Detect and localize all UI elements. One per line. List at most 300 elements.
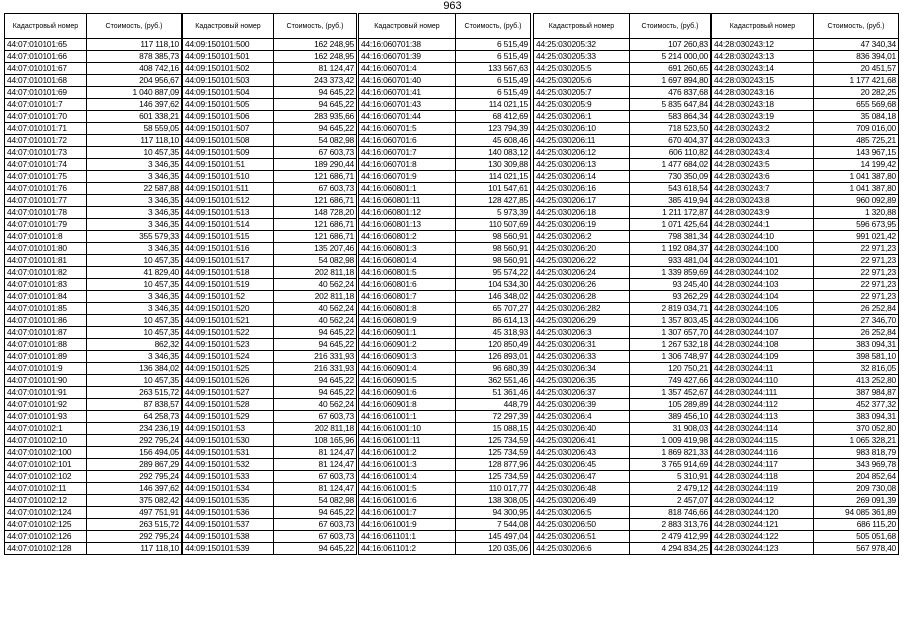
cost-cell: 601 338,21	[87, 111, 182, 123]
cost-cell: 1 357 452,67	[630, 387, 711, 399]
cadastral-number-cell: 44:25:030206:3	[534, 327, 630, 339]
cadastral-number-cell: 44:07:010101:78	[5, 207, 87, 219]
table-row	[712, 351, 899, 363]
table-row	[359, 531, 531, 543]
cost-cell: 81 124,47	[274, 459, 357, 471]
cost-cell: 120 850,49	[456, 339, 531, 351]
cost-cell: 125 734,59	[456, 435, 531, 447]
cost-cell: 3 346,35	[87, 303, 182, 315]
cost-cell: 1 192 084,37	[630, 243, 711, 255]
cadastral-number-cell: 44:09:150101:525	[183, 363, 274, 375]
cost-cell: 140 083,12	[456, 147, 531, 159]
table-row	[359, 471, 531, 483]
table-row	[712, 39, 899, 51]
cadastral-number-cell: 44:16:060701:38	[359, 39, 456, 51]
cost-cell: 2 883 313,76	[630, 519, 711, 531]
table-row	[5, 435, 182, 447]
cadastral-number-cell: 44:09:150101:503	[183, 75, 274, 87]
table-row	[359, 399, 531, 411]
table-row	[534, 183, 711, 195]
cost-cell: 117 118,10	[87, 39, 182, 51]
table-row	[359, 483, 531, 495]
cost-cell: 93 245,40	[630, 279, 711, 291]
cadastral-number-cell: 44:16:060701:39	[359, 51, 456, 63]
table-row	[712, 255, 899, 267]
cost-cell: 2 479 412,99	[630, 531, 711, 543]
cadastral-number-cell: 44:07:010101:7	[5, 99, 87, 111]
cost-cell: 383 094,31	[814, 411, 899, 423]
table-row	[183, 363, 357, 375]
table-row	[712, 519, 899, 531]
table-row	[5, 471, 182, 483]
cadastral-number-cell: 44:16:061001:9	[359, 519, 456, 531]
cost-cell: 121 686,71	[274, 171, 357, 183]
cost-cell: 81 124,47	[274, 447, 357, 459]
cost-cell: 146 397,62	[87, 483, 182, 495]
table-row	[712, 87, 899, 99]
cost-cell: 505 051,68	[814, 531, 899, 543]
cadastral-number-cell: 44:09:150101:516	[183, 243, 274, 255]
cost-cell: 5 310,91	[630, 471, 711, 483]
cadastral-number-cell: 44:07:010101:71	[5, 123, 87, 135]
table-row	[183, 207, 357, 219]
page-number: 963	[443, 0, 462, 12]
cadastral-number-cell: 44:28:030244:110	[712, 375, 814, 387]
header-cadastral-number: Кадастровый номер	[5, 14, 87, 39]
cost-cell: 2 479,12	[630, 483, 711, 495]
cost-cell: 94 645,22	[274, 99, 357, 111]
cadastral-number-cell: 44:16:060801:5	[359, 267, 456, 279]
cadastral-number-cell: 44:28:030244:113	[712, 411, 814, 423]
cost-cell: 58 559,05	[87, 123, 182, 135]
cadastral-number-cell: 44:09:150101:531	[183, 447, 274, 459]
table-row	[359, 315, 531, 327]
cadastral-number-cell: 44:28:030244:120	[712, 507, 814, 519]
cadastral-number-cell: 44:09:150101:517	[183, 255, 274, 267]
cadastral-number-cell: 44:28:030244:101	[712, 255, 814, 267]
table-row	[359, 207, 531, 219]
cost-cell: 389 456,10	[630, 411, 711, 423]
table-row	[5, 339, 182, 351]
cadastral-number-cell: 44:07:010101:66	[5, 51, 87, 63]
cost-cell: 209 730,08	[814, 483, 899, 495]
cost-cell: 87 838,57	[87, 399, 182, 411]
cost-cell: 81 124,47	[274, 63, 357, 75]
cadastral-number-cell: 44:28:030243:8	[712, 195, 814, 207]
cadastral-number-cell: 44:28:030243:2	[712, 123, 814, 135]
cadastral-number-cell: 44:09:150101:524	[183, 351, 274, 363]
cost-cell: 130 309,88	[456, 159, 531, 171]
cadastral-number-cell: 44:25:030206:47	[534, 471, 630, 483]
cost-cell: 691 260,65	[630, 63, 711, 75]
table-row	[183, 171, 357, 183]
table-row	[5, 399, 182, 411]
cost-cell: 94 645,22	[274, 327, 357, 339]
table-row	[534, 231, 711, 243]
cadastral-number-cell: 44:25:030206:35	[534, 375, 630, 387]
table-row	[5, 423, 182, 435]
cadastral-number-cell: 44:09:150101:508	[183, 135, 274, 147]
cadastral-number-cell: 44:16:060901:3	[359, 351, 456, 363]
table-row	[183, 279, 357, 291]
table-row	[712, 219, 899, 231]
table-row	[183, 303, 357, 315]
cadastral-number-cell: 44:16:060901:2	[359, 339, 456, 351]
cost-cell: 836 394,01	[814, 51, 899, 63]
cost-cell: 105 289,89	[630, 399, 711, 411]
table-row	[5, 387, 182, 399]
table-row	[359, 423, 531, 435]
table-row	[5, 483, 182, 495]
cadastral-number-cell: 44:25:030206:22	[534, 255, 630, 267]
cost-cell: 22 971,23	[814, 255, 899, 267]
header-cadastral-number: Кадастровый номер	[359, 14, 456, 39]
cadastral-number-cell: 44:16:061001:3	[359, 459, 456, 471]
table-row	[534, 135, 711, 147]
cost-cell: 234 236,19	[87, 423, 182, 435]
cadastral-number-cell: 44:07:010102:128	[5, 543, 87, 555]
cost-cell: 7 544,08	[456, 519, 531, 531]
cadastral-number-cell: 44:07:010102:10	[5, 435, 87, 447]
cost-cell: 98 560,91	[456, 231, 531, 243]
cadastral-number-cell: 44:16:061001:7	[359, 507, 456, 519]
cost-cell: 1 177 421,68	[814, 75, 899, 87]
cadastral-number-cell: 44:28:030243:12	[712, 39, 814, 51]
table-row	[712, 507, 899, 519]
cadastral-number-cell: 44:09:150101:53	[183, 423, 274, 435]
cost-cell: 1 267 532,18	[630, 339, 711, 351]
table-row	[183, 123, 357, 135]
cost-cell: 162 248,95	[274, 39, 357, 51]
cadastral-number-cell: 44:09:150101:51	[183, 159, 274, 171]
table-row	[5, 363, 182, 375]
cadastral-number-cell: 44:16:061001:10	[359, 423, 456, 435]
cadastral-number-cell: 44:09:150101:533	[183, 471, 274, 483]
cost-cell: 98 560,91	[456, 255, 531, 267]
table-row	[534, 435, 711, 447]
table-row	[534, 51, 711, 63]
cost-cell: 216 331,93	[274, 351, 357, 363]
cost-cell: 686 115,20	[814, 519, 899, 531]
cost-cell: 10 457,35	[87, 279, 182, 291]
cadastral-number-cell: 44:16:061001:5	[359, 483, 456, 495]
cost-cell: 32 816,05	[814, 363, 899, 375]
cost-cell: 1 071 425,64	[630, 219, 711, 231]
table-row	[534, 243, 711, 255]
table-header-row	[183, 14, 357, 39]
table-row	[183, 543, 357, 555]
cost-cell: 22 971,23	[814, 243, 899, 255]
header-cadastral-number: Кадастровый номер	[183, 14, 274, 39]
table-row	[359, 507, 531, 519]
table-row	[534, 111, 711, 123]
cost-cell: 45 318,93	[456, 327, 531, 339]
table-row	[5, 75, 182, 87]
table-row	[534, 159, 711, 171]
cadastral-number-cell: 44:07:010101:82	[5, 267, 87, 279]
cadastral-number-cell: 44:07:010102:12	[5, 495, 87, 507]
cost-cell: 86 614,13	[456, 315, 531, 327]
table-row	[712, 543, 899, 555]
cadastral-number-cell: 44:25:030206:17	[534, 195, 630, 207]
cadastral-number-cell: 44:28:030243:4	[712, 147, 814, 159]
table-row	[5, 243, 182, 255]
table-row	[534, 267, 711, 279]
cost-cell: 96 680,39	[456, 363, 531, 375]
table-header-row	[359, 14, 531, 39]
cadastral-number-cell: 44:09:150101:501	[183, 51, 274, 63]
cost-cell: 204 956,67	[87, 75, 182, 87]
cadastral-number-cell: 44:09:150101:523	[183, 339, 274, 351]
table-row	[534, 375, 711, 387]
table-row	[534, 75, 711, 87]
table-row	[534, 63, 711, 75]
cost-cell: 10 457,35	[87, 327, 182, 339]
cadastral-number-cell: 44:16:060701:4	[359, 63, 456, 75]
table-row	[5, 231, 182, 243]
cadastral-number-cell: 44:09:150101:500	[183, 39, 274, 51]
cadastral-number-cell: 44:28:030243:13	[712, 51, 814, 63]
cost-cell: 1 041 387,80	[814, 171, 899, 183]
cost-cell: 10 457,35	[87, 147, 182, 159]
table-row	[183, 423, 357, 435]
table-row	[5, 543, 182, 555]
table-row	[183, 351, 357, 363]
table-row	[359, 243, 531, 255]
table-row	[359, 231, 531, 243]
cost-cell: 202 811,18	[274, 423, 357, 435]
cadastral-number-cell: 44:25:030205:32	[534, 39, 630, 51]
cadastral-number-cell: 44:07:010101:89	[5, 351, 87, 363]
cadastral-number-cell: 44:16:060701:7	[359, 147, 456, 159]
cost-cell: 68 412,69	[456, 111, 531, 123]
cadastral-number-cell: 44:28:030244:109	[712, 351, 814, 363]
cadastral-number-cell: 44:16:061101:1	[359, 531, 456, 543]
cadastral-number-cell: 44:09:150101:502	[183, 63, 274, 75]
cost-cell: 146 397,62	[87, 99, 182, 111]
table-row	[534, 363, 711, 375]
cost-cell: 718 523,50	[630, 123, 711, 135]
header-cost: Стоимость, (руб.)	[456, 14, 531, 39]
cadastral-number-cell: 44:28:030243:14	[712, 63, 814, 75]
table-row	[359, 111, 531, 123]
cost-cell: 121 686,71	[274, 195, 357, 207]
cost-cell: 114 021,15	[456, 171, 531, 183]
cadastral-number-cell: 44:09:150101:535	[183, 495, 274, 507]
cadastral-number-cell: 44:16:060801:8	[359, 303, 456, 315]
cost-cell: 1 040 887,09	[87, 87, 182, 99]
table-row	[183, 459, 357, 471]
cadastral-number-cell: 44:28:030243:6	[712, 171, 814, 183]
cost-cell: 878 385,73	[87, 51, 182, 63]
cost-cell: 26 252,84	[814, 303, 899, 315]
cadastral-number-cell: 44:07:010101:87	[5, 327, 87, 339]
table-row	[712, 159, 899, 171]
table-row	[5, 519, 182, 531]
cadastral-number-cell: 44:25:030206:16	[534, 183, 630, 195]
table-row	[5, 351, 182, 363]
table-row	[5, 207, 182, 219]
cost-cell: 387 984,87	[814, 387, 899, 399]
cadastral-number-cell: 44:07:010101:76	[5, 183, 87, 195]
table-row	[359, 75, 531, 87]
cost-cell: 22 971,23	[814, 279, 899, 291]
table-row	[712, 495, 899, 507]
cadastral-table-4	[533, 13, 711, 555]
cost-cell: 583 864,34	[630, 111, 711, 123]
table-row	[712, 135, 899, 147]
cost-cell: 1 307 657,70	[630, 327, 711, 339]
cadastral-number-cell: 44:25:030206:11	[534, 135, 630, 147]
cost-cell: 3 346,35	[87, 171, 182, 183]
cost-cell: 818 746,66	[630, 507, 711, 519]
table-row	[712, 207, 899, 219]
cadastral-number-cell: 44:16:060801:1	[359, 183, 456, 195]
cadastral-number-cell: 44:09:150101:507	[183, 123, 274, 135]
cadastral-number-cell: 44:16:060801:13	[359, 219, 456, 231]
cadastral-number-cell: 44:28:030244:119	[712, 483, 814, 495]
cadastral-number-cell: 44:09:150101:506	[183, 111, 274, 123]
cost-cell: 40 562,24	[274, 279, 357, 291]
cost-cell: 54 082,98	[274, 255, 357, 267]
table-row	[712, 291, 899, 303]
table-row	[712, 327, 899, 339]
cost-cell: 3 346,35	[87, 195, 182, 207]
cadastral-number-cell: 44:28:030244:100	[712, 243, 814, 255]
cost-cell: 189 290,44	[274, 159, 357, 171]
cadastral-number-cell: 44:25:030206:29	[534, 315, 630, 327]
cadastral-number-cell: 44:16:060801:6	[359, 279, 456, 291]
cost-cell: 123 794,39	[456, 123, 531, 135]
table-row	[712, 447, 899, 459]
cost-cell: 5 835 647,84	[630, 99, 711, 111]
cost-cell: 135 207,46	[274, 243, 357, 255]
cadastral-number-cell: 44:25:030206:50	[534, 519, 630, 531]
cost-cell: 3 346,35	[87, 351, 182, 363]
cadastral-number-cell: 44:28:030243:5	[712, 159, 814, 171]
cost-cell: 1 065 328,21	[814, 435, 899, 447]
cost-cell: 101 547,61	[456, 183, 531, 195]
cost-cell: 6 515,49	[456, 51, 531, 63]
cadastral-number-cell: 44:16:060801:3	[359, 243, 456, 255]
cadastral-number-cell: 44:07:010101:68	[5, 75, 87, 87]
table-row	[712, 231, 899, 243]
cost-cell: 991 021,42	[814, 231, 899, 243]
cadastral-number-cell: 44:28:030243:16	[712, 87, 814, 99]
cost-cell: 31 908,03	[630, 423, 711, 435]
cadastral-number-cell: 44:28:030244:10	[712, 231, 814, 243]
cost-cell: 65 707,27	[456, 303, 531, 315]
cadastral-number-cell: 44:28:030244:103	[712, 279, 814, 291]
table-row	[712, 195, 899, 207]
cadastral-number-cell: 44:28:030244:115	[712, 435, 814, 447]
table-row	[712, 147, 899, 159]
table-row	[534, 387, 711, 399]
cost-cell: 94 645,22	[274, 375, 357, 387]
table-row	[183, 39, 357, 51]
cadastral-number-cell: 44:28:030244:108	[712, 339, 814, 351]
table-row	[183, 255, 357, 267]
cadastral-number-cell: 44:16:060801:4	[359, 255, 456, 267]
table-row	[5, 87, 182, 99]
cadastral-number-cell: 44:07:010101:9	[5, 363, 87, 375]
table-row	[712, 339, 899, 351]
cost-cell: 138 308,05	[456, 495, 531, 507]
table-row	[534, 471, 711, 483]
cost-cell: 413 252,80	[814, 375, 899, 387]
cadastral-number-cell: 44:16:061001:4	[359, 471, 456, 483]
table-row	[183, 195, 357, 207]
cost-cell: 292 795,24	[87, 435, 182, 447]
cost-cell: 110 507,69	[456, 219, 531, 231]
cadastral-number-cell: 44:09:150101:526	[183, 375, 274, 387]
table-row	[5, 195, 182, 207]
cadastral-number-cell: 44:25:030205:33	[534, 51, 630, 63]
table-row	[5, 123, 182, 135]
table-row	[5, 507, 182, 519]
cost-cell: 94 300,95	[456, 507, 531, 519]
table-row	[359, 435, 531, 447]
table-row	[712, 75, 899, 87]
table-row	[183, 531, 357, 543]
table-row	[359, 543, 531, 555]
cost-cell: 117 118,10	[87, 135, 182, 147]
table-row	[183, 327, 357, 339]
cadastral-number-cell: 44:07:010101:93	[5, 411, 87, 423]
cost-cell: 3 346,35	[87, 159, 182, 171]
cost-cell: 47 340,34	[814, 39, 899, 51]
cost-cell: 95 574,22	[456, 267, 531, 279]
table-row	[359, 171, 531, 183]
cadastral-number-cell: 44:07:010101:86	[5, 315, 87, 327]
table-row	[5, 303, 182, 315]
table-row	[534, 291, 711, 303]
cadastral-number-cell: 44:28:030244:104	[712, 291, 814, 303]
cost-cell: 136 384,02	[87, 363, 182, 375]
cadastral-number-cell: 44:16:060701:8	[359, 159, 456, 171]
header-cost: Стоимость, (руб.)	[274, 14, 357, 39]
table-row	[534, 219, 711, 231]
cadastral-number-cell: 44:16:060901:1	[359, 327, 456, 339]
cost-cell: 54 082,98	[274, 135, 357, 147]
table-row	[183, 399, 357, 411]
cost-cell: 117 118,10	[87, 543, 182, 555]
cadastral-table-1	[4, 13, 182, 555]
cadastral-number-cell: 44:25:030206:282	[534, 303, 630, 315]
cadastral-number-cell: 44:09:150101:538	[183, 531, 274, 543]
cost-cell: 94 645,22	[274, 87, 357, 99]
cadastral-number-cell: 44:16:060701:9	[359, 171, 456, 183]
table-row	[712, 531, 899, 543]
cadastral-number-cell: 44:07:010101:67	[5, 63, 87, 75]
table-row	[183, 483, 357, 495]
cost-cell: 94 645,22	[274, 543, 357, 555]
table-row	[183, 339, 357, 351]
cost-cell: 51 361,46	[456, 387, 531, 399]
cost-cell: 497 751,91	[87, 507, 182, 519]
table-row	[5, 531, 182, 543]
cost-cell: 362 551,46	[456, 375, 531, 387]
cost-cell: 1 041 387,80	[814, 183, 899, 195]
cadastral-number-cell: 44:09:150101:510	[183, 171, 274, 183]
cadastral-number-cell: 44:09:150101:520	[183, 303, 274, 315]
cost-cell: 2 457,07	[630, 495, 711, 507]
cost-cell: 289 867,29	[87, 459, 182, 471]
cost-cell: 933 481,04	[630, 255, 711, 267]
header-cost: Стоимость, (руб.)	[87, 14, 182, 39]
table-row	[712, 459, 899, 471]
cadastral-number-cell: 44:25:030206:33	[534, 351, 630, 363]
